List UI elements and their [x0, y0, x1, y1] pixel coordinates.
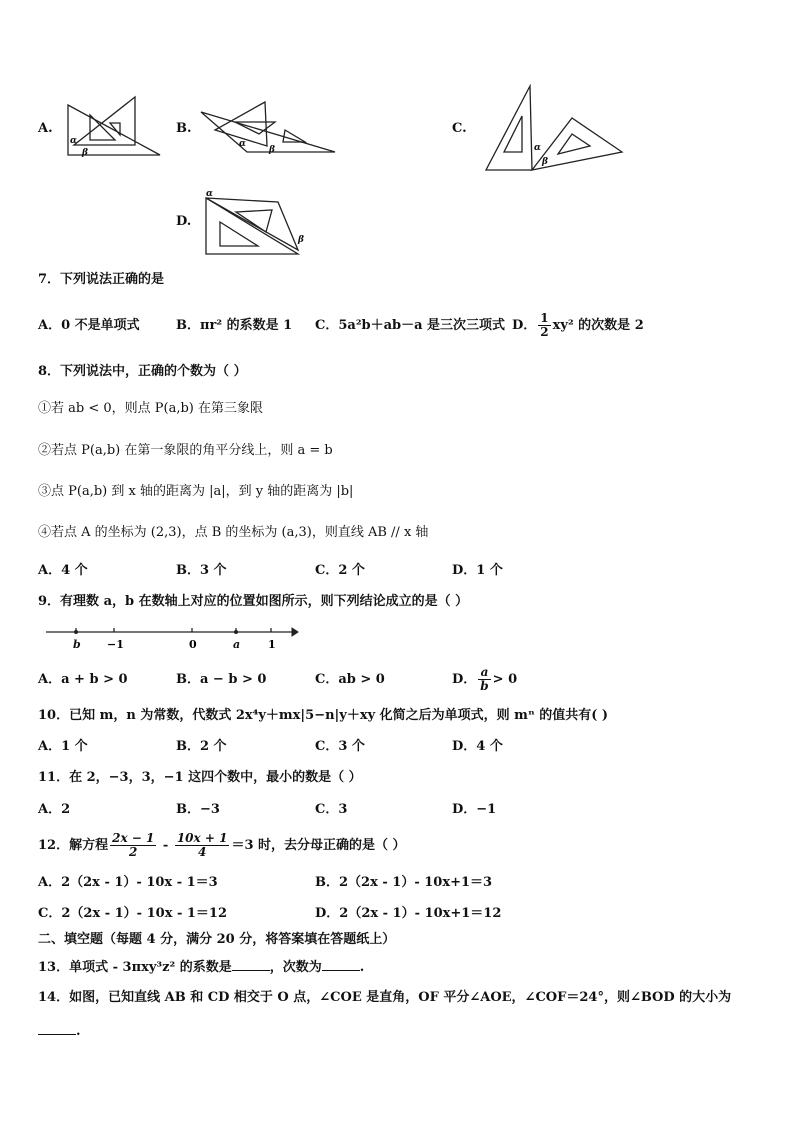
q11-option-b: B．−3 — [176, 802, 220, 817]
fraction-denominator: 4 — [197, 845, 207, 859]
option-b-label: B. — [176, 121, 192, 136]
q7-option-d — [512, 306, 644, 346]
q14-answer-line — [38, 1022, 81, 1040]
q11-option-c: C．3 — [315, 802, 348, 817]
alpha-label: α — [206, 189, 213, 199]
q7-option-d-prefix: D． — [512, 318, 537, 333]
label-minus-one: −1 — [107, 638, 124, 651]
q8-option-a: A．4 个 — [38, 563, 88, 578]
fraction-numerator: a — [478, 666, 490, 680]
label-one: 1 — [268, 638, 276, 651]
q9-option-c: C．ab > 0 — [315, 672, 385, 687]
q12-option-d: D．2（2x - 1）- 10x+1＝12 — [315, 906, 502, 921]
q9-option-d-suffix: > 0 — [492, 672, 518, 687]
option-d-label: D. — [176, 214, 192, 229]
alpha-label: α — [70, 136, 77, 146]
fraction-numerator: 10x + 1 — [176, 831, 228, 845]
q12-stem-suffix: ＝3 时，去分母正确的是（ ） — [231, 838, 406, 853]
q7-option-b: B．πr² 的系数是 1 — [176, 318, 293, 333]
q12-stem — [38, 826, 406, 866]
q8-option-b: B．3 个 — [176, 563, 227, 578]
answer-blank[interactable] — [322, 958, 360, 971]
q8-statement-3: ③点 P(a,b) 到 x 轴的距离为 |a|，到 y 轴的距离为 |b| — [38, 484, 354, 499]
q12-stem-prefix: 12．解方程 — [38, 838, 109, 853]
q13-stem — [38, 958, 364, 976]
q8-statement-1: ①若 ab < 0，则点 P(a,b) 在第三象限 — [38, 401, 263, 416]
answer-blank[interactable] — [38, 1022, 76, 1035]
q10-option-d: D．4 个 — [452, 739, 503, 754]
label-b: b — [73, 638, 81, 651]
q10-option-a: A．1 个 — [38, 739, 88, 754]
q9-option-d — [452, 660, 517, 700]
number-line-arrow — [292, 628, 298, 636]
label-a: a — [233, 638, 241, 651]
option-a-label: A. — [38, 121, 53, 136]
q11-option-a: A．2 — [38, 802, 71, 817]
q13-prefix: 13．单项式 - 3πxy³z² 的系数是 — [38, 960, 232, 975]
q10-option-b: B．2 个 — [176, 739, 227, 754]
q10-option-c: C．3 个 — [315, 739, 365, 754]
fraction-numerator: 2x − 1 — [112, 831, 155, 845]
fraction-denominator: b — [480, 679, 489, 693]
q8-statement-4: ④若点 A 的坐标为 (2,3)，点 B 的坐标为 (a,3)，则直线 AB // x 轴 — [38, 525, 429, 540]
q7-stem: 7．下列说法正确的是 — [38, 272, 165, 287]
triangle-figure-a — [60, 95, 170, 165]
fraction-denominator: 2 — [129, 845, 138, 859]
q9-option-a: A．a + b > 0 — [38, 672, 128, 687]
q10-stem: 10．已知 m，n 为常数，代数式 2x⁴y＋mx|5−n|y＋xy 化简之后为单项式，则 mⁿ 的值共有( ) — [38, 708, 609, 723]
fraction-denominator: 2 — [540, 325, 549, 339]
triangle-figure-c — [480, 82, 630, 177]
triangle-figure-b — [195, 100, 345, 160]
answer-blank[interactable] — [232, 958, 270, 971]
q8-statement-2: ②若点 P(a,b) 在第一象限的角平分线上，则 a = b — [38, 443, 333, 458]
q11-option-d: D．−1 — [452, 802, 497, 817]
q13-mid: ，次数为 — [269, 960, 322, 975]
point-a — [234, 630, 238, 634]
q9-option-d-prefix: D． — [452, 672, 477, 687]
q8-option-d: D．1 个 — [452, 563, 503, 578]
beta-label: β — [298, 235, 304, 245]
option-c-label: C. — [452, 121, 467, 136]
number-line — [46, 624, 300, 652]
q14-stem: 14．如图，已知直线 AB 和 CD 相交于 O 点，∠COE 是直角，OF 平分∠AOE，∠COF＝24°，则∠BOD 的大小为 — [38, 990, 732, 1005]
label-zero: 0 — [189, 638, 197, 651]
section-heading: 二、填空题（每题 4 分，满分 20 分，将答案填在答题纸上） — [38, 932, 396, 947]
triangle-figure-d — [198, 188, 308, 260]
q14-suffix: . — [76, 1024, 81, 1039]
q8-option-c: C．2 个 — [315, 563, 365, 578]
q11-stem: 11．在 2，−3，3，−1 这四个数中，最小的数是（ ） — [38, 770, 362, 785]
minus-sign: - — [162, 838, 169, 853]
alpha-label: α — [239, 139, 246, 149]
beta-label: β — [82, 148, 88, 158]
fraction-numerator: 1 — [540, 311, 549, 325]
q9-stem: 9．有理数 a，b 在数轴上对应的位置如图所示，则下列结论成立的是（ ） — [38, 594, 469, 609]
beta-label: β — [542, 157, 548, 167]
point-b — [74, 630, 78, 634]
q7-option-a: A．0 不是单项式 — [38, 318, 140, 333]
q12-option-b: B．2（2x - 1）- 10x+1＝3 — [315, 875, 493, 890]
q8-stem: 8．下列说法中，正确的个数为（ ） — [38, 364, 247, 379]
q13-suffix: . — [359, 960, 365, 975]
q7-option-d-suffix: xy² 的次数是 2 — [552, 318, 644, 333]
q9-option-b: B．a − b > 0 — [176, 672, 267, 687]
q7-option-c: C．5a²b＋ab－a 是三次三项式 — [315, 318, 506, 333]
beta-label: β — [269, 145, 275, 155]
q12-option-c: C．2（2x - 1）- 10x - 1＝12 — [38, 906, 228, 921]
alpha-label: α — [534, 143, 541, 153]
q12-option-a: A．2（2x - 1）- 10x - 1＝3 — [38, 875, 218, 890]
